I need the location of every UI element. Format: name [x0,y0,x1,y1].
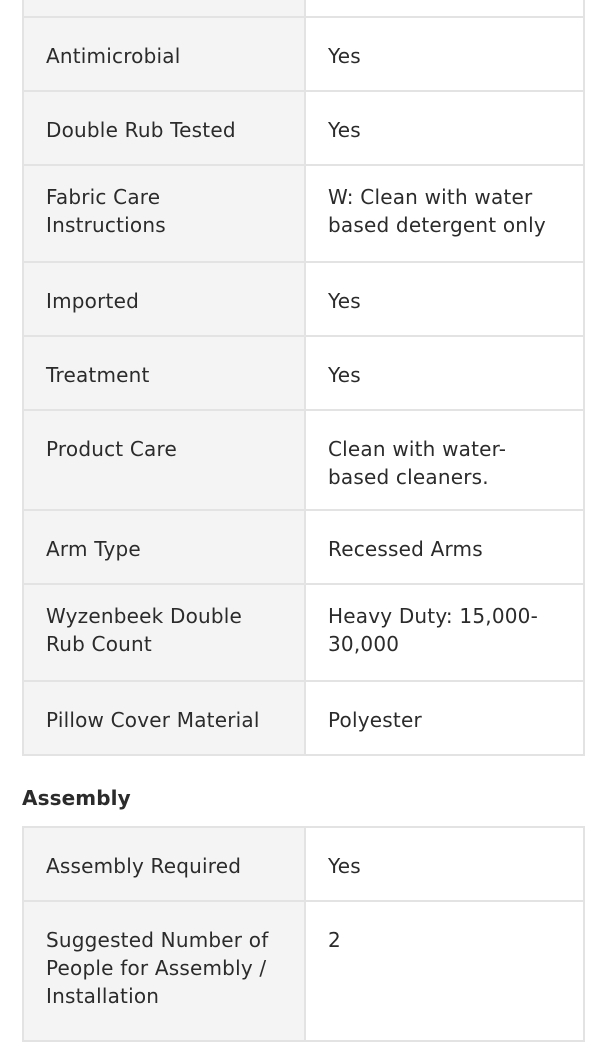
spec-value: Clean with water-based cleaners. [305,410,584,510]
table-row [23,827,584,901]
assembly-table [22,826,585,1042]
spec-label: Antimicrobial [23,17,305,91]
spec-value: 2 [305,901,584,1041]
spec-label: Arm Type [23,510,305,584]
table-row [23,165,584,262]
section-heading-assembly: Assembly [22,786,131,810]
spec-label: Treatment [23,336,305,410]
table-row [23,410,584,510]
table-row [23,91,584,165]
spec-label: Imported [23,262,305,336]
spec-label: Fabric Care Instructions [23,165,305,262]
spec-label: Assembly Required [23,827,305,901]
spec-value: Yes [305,262,584,336]
table-row [23,584,584,681]
table-row [23,17,584,91]
spec-value: Yes [305,17,584,91]
spec-value: Yes [305,336,584,410]
table-row [23,0,584,17]
spec-value: Yes [305,91,584,165]
table-row [23,336,584,410]
table-row [23,262,584,336]
spec-label: Pillow Cover Material [23,681,305,755]
spec-value: Polyester [305,681,584,755]
product-details-table [22,0,585,756]
table-row [23,901,584,1041]
spec-label: Suggested Number of People for Assembly / Installation [23,901,305,1041]
spec-value [305,0,584,17]
spec-value: W: Clean with water based detergent only [305,165,584,262]
table-row [23,681,584,755]
spec-value: Yes [305,827,584,901]
spec-label [23,0,305,17]
spec-label: Product Care [23,410,305,510]
spec-label: Wyzenbeek Double Rub Count [23,584,305,681]
spec-value: Recessed Arms [305,510,584,584]
table-row [23,510,584,584]
spec-value: Heavy Duty: 15,000-30,000 [305,584,584,681]
spec-label: Double Rub Tested [23,91,305,165]
